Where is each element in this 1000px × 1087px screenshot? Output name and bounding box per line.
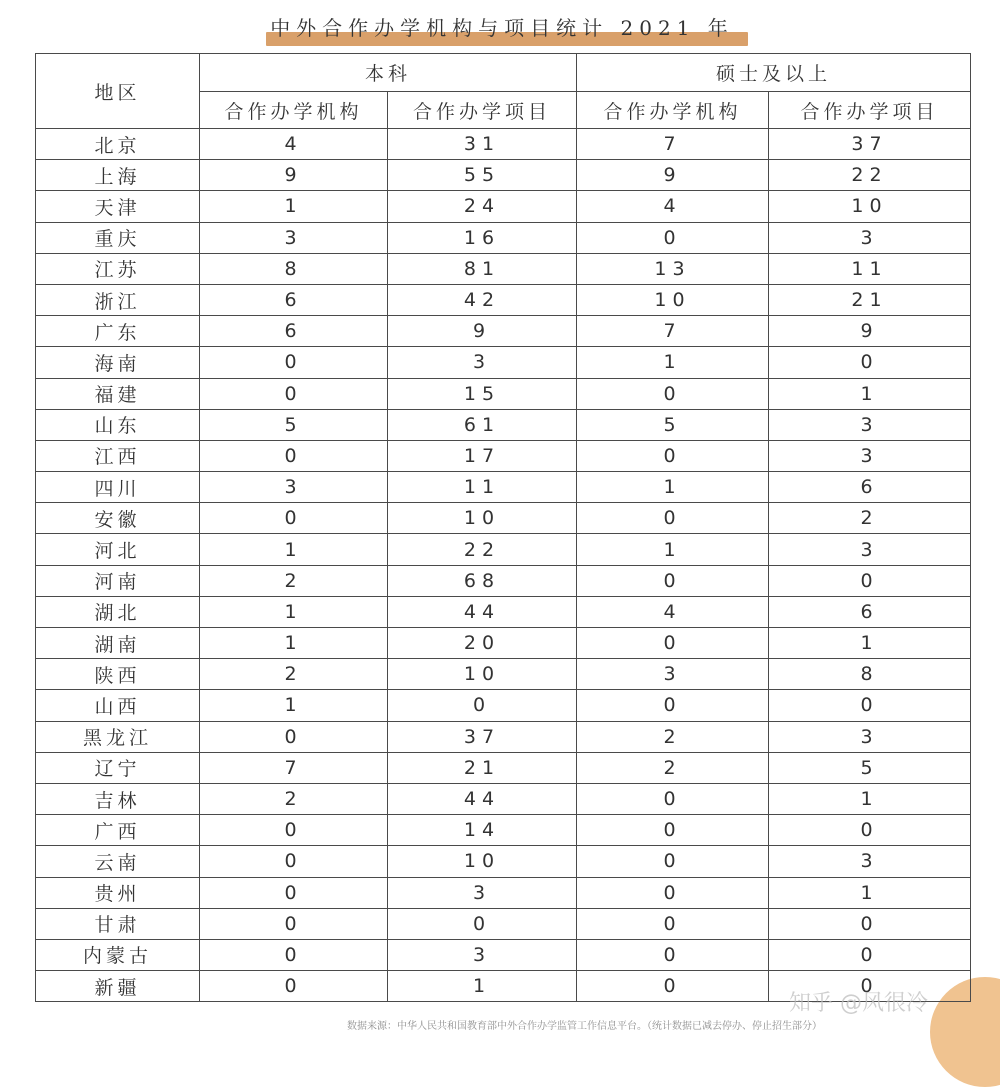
undergrad-programs-cell: 44 <box>388 596 577 627</box>
undergrad-institutions-cell: 2 <box>200 783 388 814</box>
master-institutions-header: 合作办学机构 <box>577 92 769 129</box>
undergrad-institutions-cell: 0 <box>200 347 388 378</box>
master-programs-cell: 3 <box>769 440 971 471</box>
master-institutions-cell: 0 <box>577 378 769 409</box>
undergrad-institutions-cell: 1 <box>200 534 388 565</box>
undergrad-institutions-cell: 0 <box>200 846 388 877</box>
region-cell: 安徽 <box>36 503 200 534</box>
master-header: 硕士及以上 <box>577 54 971 92</box>
master-programs-cell: 21 <box>769 284 971 315</box>
region-cell: 河南 <box>36 565 200 596</box>
region-cell: 新疆 <box>36 971 200 1002</box>
table-row <box>36 659 971 690</box>
master-institutions-cell: 0 <box>577 440 769 471</box>
undergrad-programs-cell: 1 <box>388 971 577 1002</box>
table-row <box>36 596 971 627</box>
undergrad-institutions-cell: 6 <box>200 284 388 315</box>
region-cell: 广东 <box>36 316 200 347</box>
table-row <box>36 783 971 814</box>
table-row <box>36 877 971 908</box>
master-institutions-cell: 1 <box>577 472 769 503</box>
table-row <box>36 752 971 783</box>
region-cell: 内蒙古 <box>36 939 200 970</box>
undergrad-programs-cell: 21 <box>388 752 577 783</box>
undergrad-programs-cell: 16 <box>388 222 577 253</box>
undergrad-programs-cell: 3 <box>388 877 577 908</box>
undergrad-programs-header: 合作办学项目 <box>388 92 577 129</box>
table-row <box>36 160 971 191</box>
region-cell: 重庆 <box>36 222 200 253</box>
undergrad-institutions-cell: 8 <box>200 253 388 284</box>
master-programs-cell: 1 <box>769 877 971 908</box>
master-institutions-cell: 7 <box>577 129 769 160</box>
undergrad-programs-cell: 55 <box>388 160 577 191</box>
statistics-table <box>35 53 971 1002</box>
undergrad-programs-cell: 10 <box>388 503 577 534</box>
title-banner <box>262 8 748 44</box>
undergrad-institutions-cell: 0 <box>200 815 388 846</box>
master-institutions-cell: 4 <box>577 596 769 627</box>
master-institutions-cell: 4 <box>577 191 769 222</box>
undergrad-programs-cell: 24 <box>388 191 577 222</box>
region-cell: 陕西 <box>36 659 200 690</box>
master-institutions-cell: 0 <box>577 690 769 721</box>
master-programs-cell: 11 <box>769 253 971 284</box>
table-row <box>36 347 971 378</box>
region-cell: 广西 <box>36 815 200 846</box>
watermark: 知乎 @风很冷 <box>789 991 928 1016</box>
master-programs-cell: 3 <box>769 409 971 440</box>
undergrad-institutions-cell: 2 <box>200 565 388 596</box>
undergrad-programs-cell: 31 <box>388 129 577 160</box>
table-row <box>36 284 971 315</box>
master-programs-cell: 8 <box>769 659 971 690</box>
table-row <box>36 253 971 284</box>
region-cell: 湖北 <box>36 596 200 627</box>
master-programs-cell: 3 <box>769 846 971 877</box>
region-cell: 云南 <box>36 846 200 877</box>
undergrad-programs-cell: 81 <box>388 253 577 284</box>
master-programs-cell: 3 <box>769 534 971 565</box>
undergrad-programs-cell: 14 <box>388 815 577 846</box>
table-row <box>36 503 971 534</box>
undergrad-institutions-cell: 0 <box>200 440 388 471</box>
region-cell: 福建 <box>36 378 200 409</box>
master-programs-cell: 0 <box>769 971 971 1002</box>
undergrad-institutions-cell: 1 <box>200 690 388 721</box>
undergrad-institutions-header: 合作办学机构 <box>200 92 388 129</box>
undergrad-institutions-cell: 0 <box>200 971 388 1002</box>
master-programs-cell: 0 <box>769 565 971 596</box>
master-programs-cell: 6 <box>769 596 971 627</box>
undergrad-programs-cell: 20 <box>388 628 577 659</box>
page-title: 中外合作办学机构与项目统计 2021 年 <box>270 16 734 40</box>
undergrad-programs-cell: 3 <box>388 939 577 970</box>
master-institutions-cell: 0 <box>577 815 769 846</box>
region-header: 地区 <box>36 54 200 129</box>
master-programs-cell: 2 <box>769 503 971 534</box>
undergrad-programs-cell: 37 <box>388 721 577 752</box>
table-row <box>36 409 971 440</box>
undergrad-institutions-cell: 9 <box>200 160 388 191</box>
table-row <box>36 846 971 877</box>
master-institutions-cell: 1 <box>577 347 769 378</box>
master-programs-cell: 1 <box>769 628 971 659</box>
undergrad-programs-cell: 0 <box>388 690 577 721</box>
undergrad-institutions-cell: 6 <box>200 316 388 347</box>
table-row <box>36 129 971 160</box>
table-row <box>36 191 971 222</box>
undergrad-programs-cell: 15 <box>388 378 577 409</box>
master-programs-cell: 1 <box>769 783 971 814</box>
master-programs-cell: 37 <box>769 129 971 160</box>
master-institutions-cell: 0 <box>577 971 769 1002</box>
undergrad-institutions-cell: 0 <box>200 908 388 939</box>
master-programs-cell: 0 <box>769 690 971 721</box>
table-row <box>36 316 971 347</box>
region-cell: 海南 <box>36 347 200 378</box>
master-programs-cell: 0 <box>769 347 971 378</box>
undergrad-institutions-cell: 0 <box>200 378 388 409</box>
undergrad-programs-cell: 0 <box>388 908 577 939</box>
region-cell: 甘肃 <box>36 908 200 939</box>
undergrad-institutions-cell: 0 <box>200 503 388 534</box>
master-institutions-cell: 3 <box>577 659 769 690</box>
undergrad-programs-cell: 61 <box>388 409 577 440</box>
undergrad-programs-cell: 10 <box>388 659 577 690</box>
table-body <box>36 129 971 1002</box>
undergrad-header: 本科 <box>200 54 577 92</box>
region-cell: 山东 <box>36 409 200 440</box>
undergrad-programs-cell: 44 <box>388 783 577 814</box>
master-institutions-cell: 0 <box>577 908 769 939</box>
undergrad-institutions-cell: 1 <box>200 191 388 222</box>
undergrad-institutions-cell: 5 <box>200 409 388 440</box>
region-cell: 北京 <box>36 129 200 160</box>
master-programs-cell: 0 <box>769 815 971 846</box>
master-institutions-cell: 13 <box>577 253 769 284</box>
undergrad-programs-cell: 68 <box>388 565 577 596</box>
undergrad-programs-cell: 11 <box>388 472 577 503</box>
master-institutions-cell: 2 <box>577 752 769 783</box>
master-programs-cell: 5 <box>769 752 971 783</box>
table-row <box>36 628 971 659</box>
master-institutions-cell: 2 <box>577 721 769 752</box>
master-institutions-cell: 5 <box>577 409 769 440</box>
undergrad-institutions-cell: 7 <box>200 752 388 783</box>
master-programs-cell: 0 <box>769 939 971 970</box>
undergrad-institutions-cell: 3 <box>200 222 388 253</box>
undergrad-institutions-cell: 1 <box>200 596 388 627</box>
master-programs-cell: 3 <box>769 721 971 752</box>
master-institutions-cell: 0 <box>577 846 769 877</box>
undergrad-programs-cell: 17 <box>388 440 577 471</box>
master-programs-cell: 22 <box>769 160 971 191</box>
region-cell: 上海 <box>36 160 200 191</box>
master-programs-header: 合作办学项目 <box>769 92 971 129</box>
master-programs-cell: 9 <box>769 316 971 347</box>
master-institutions-cell: 0 <box>577 628 769 659</box>
master-programs-cell: 3 <box>769 222 971 253</box>
undergrad-programs-cell: 22 <box>388 534 577 565</box>
region-cell: 浙江 <box>36 284 200 315</box>
region-cell: 江西 <box>36 440 200 471</box>
master-institutions-cell: 0 <box>577 565 769 596</box>
master-programs-cell: 6 <box>769 472 971 503</box>
master-institutions-cell: 0 <box>577 877 769 908</box>
region-cell: 河北 <box>36 534 200 565</box>
undergrad-institutions-cell: 1 <box>200 628 388 659</box>
master-institutions-cell: 0 <box>577 503 769 534</box>
undergrad-institutions-cell: 4 <box>200 129 388 160</box>
undergrad-institutions-cell: 0 <box>200 939 388 970</box>
undergrad-programs-cell: 10 <box>388 846 577 877</box>
undergrad-institutions-cell: 0 <box>200 721 388 752</box>
master-programs-cell: 10 <box>769 191 971 222</box>
region-cell: 吉林 <box>36 783 200 814</box>
master-programs-cell: 0 <box>769 908 971 939</box>
table-row <box>36 565 971 596</box>
region-cell: 江苏 <box>36 253 200 284</box>
table-row <box>36 721 971 752</box>
table-row <box>36 908 971 939</box>
master-programs-cell: 1 <box>769 378 971 409</box>
undergrad-programs-cell: 9 <box>388 316 577 347</box>
table-row <box>36 222 971 253</box>
region-cell: 黑龙江 <box>36 721 200 752</box>
master-institutions-cell: 0 <box>577 939 769 970</box>
region-cell: 四川 <box>36 472 200 503</box>
undergrad-institutions-cell: 0 <box>200 877 388 908</box>
master-institutions-cell: 1 <box>577 534 769 565</box>
undergrad-institutions-cell: 3 <box>200 472 388 503</box>
master-institutions-cell: 9 <box>577 160 769 191</box>
table-row <box>36 815 971 846</box>
undergrad-institutions-cell: 2 <box>200 659 388 690</box>
master-institutions-cell: 7 <box>577 316 769 347</box>
region-cell: 天津 <box>36 191 200 222</box>
table-row <box>36 472 971 503</box>
undergrad-programs-cell: 42 <box>388 284 577 315</box>
region-cell: 山西 <box>36 690 200 721</box>
region-cell: 辽宁 <box>36 752 200 783</box>
undergrad-programs-cell: 3 <box>388 347 577 378</box>
table-row <box>36 440 971 471</box>
source-note: 数据来源：中华人民共和国教育部中外合作办学监管工作信息平台。（统计数据已减去停办、停止招生部分） <box>347 1021 822 1032</box>
region-cell: 湖南 <box>36 628 200 659</box>
region-cell: 贵州 <box>36 877 200 908</box>
table-row <box>36 534 971 565</box>
table-row <box>36 939 971 970</box>
table-row <box>36 690 971 721</box>
table-row <box>36 378 971 409</box>
master-institutions-cell: 10 <box>577 284 769 315</box>
master-institutions-cell: 0 <box>577 783 769 814</box>
master-institutions-cell: 0 <box>577 222 769 253</box>
